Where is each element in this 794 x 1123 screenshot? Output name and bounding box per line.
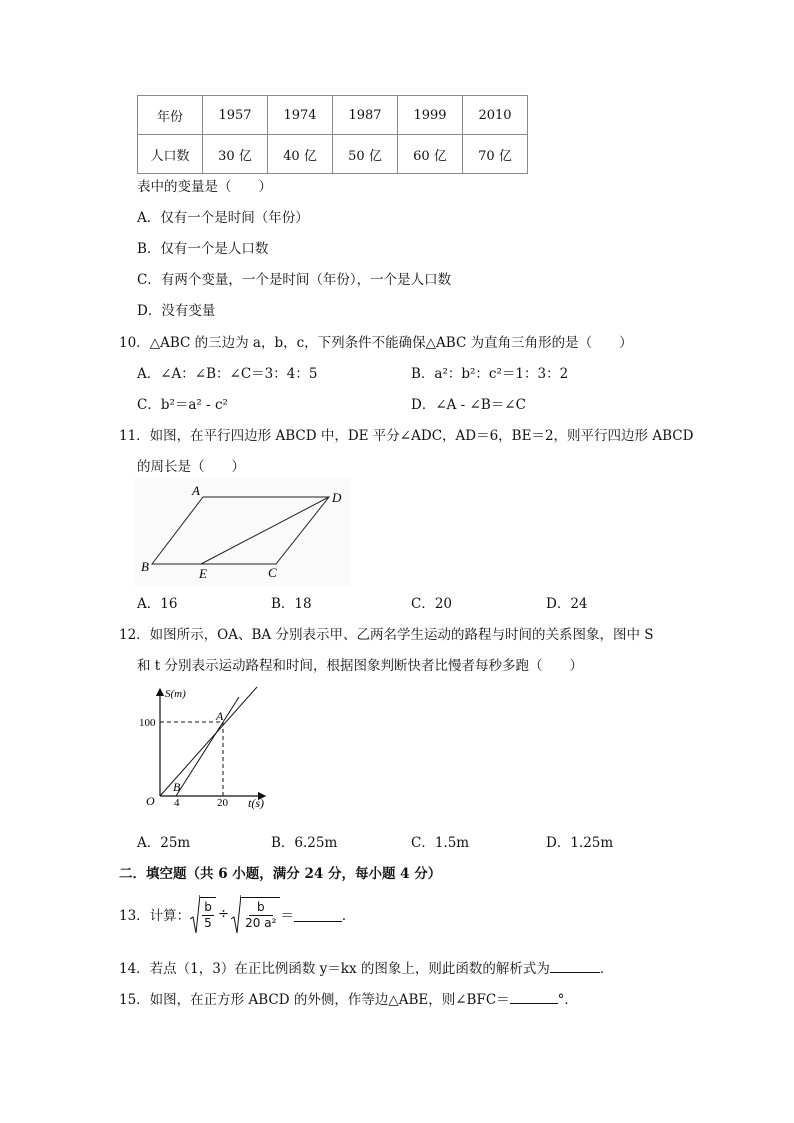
q12-stem-line1: 12．如图所示，OA、BA 分别表示甲、乙两名学生运动的路程与时间的关系图象，图中 S [119,627,654,643]
label-b: B [141,559,149,574]
q10-option-a: A．∠A：∠B：∠C＝3：4：5 [137,366,318,382]
table-cell: 2010 [463,96,528,135]
table-cell: 70 亿 [463,135,528,174]
q10-number: 10． [119,335,150,351]
figure-background [135,478,350,586]
q12-option-c: C．1.5m [411,835,470,851]
radical-sign-icon [231,893,241,935]
point-b-label: B [173,780,181,794]
fraction-1-denominator: 5 [204,916,212,930]
q11-stem-line2: 的周长是（ ） [137,459,245,475]
label-a: A [192,483,200,498]
fraction-1 [200,897,216,931]
sqrt-2 [231,893,280,935]
q13-end: ． [341,908,356,924]
y-axis-label: S(m) [165,688,186,700]
q10-text: △ABC 的三边为 a，b，c，下列条件不能确保△ABC 为直角三角形的是（ ） [149,335,633,351]
label-c: C [268,565,277,580]
q9-option-b: B．仅有一个是人口数 [137,241,269,257]
table-cell: 1999 [398,96,463,135]
label-d: D [332,490,342,505]
label-e: E [199,566,207,581]
table-cell: 人口数 [138,135,203,174]
fraction-2 [241,897,280,931]
q11-option-d: D．24 [546,596,588,612]
q12-option-a: A．25m [137,835,191,851]
q12-option-d: D．1.25m [546,835,614,851]
table-cell: 50 亿 [333,135,398,174]
origin-label: O [146,794,155,808]
table-cell: 30 亿 [203,135,268,174]
fraction-2-denominator: 20 a² [245,916,277,930]
q13-prefix: 13．计算： [119,908,191,924]
radical-sign-icon [190,893,200,935]
point-a-label: A [216,709,224,723]
q14-end: ． [599,961,614,977]
table-cell: 40 亿 [268,135,333,174]
table-cell: 年份 [138,96,203,135]
q10-stem [119,331,633,351]
q13-answer-blank[interactable] [294,907,342,922]
q15 [119,988,578,1008]
table-cell: 60 亿 [398,135,463,174]
q11-option-c: C．20 [411,596,453,612]
section-heading: 二．填空题（共 6 小题，满分 24 分，每小题 4 分） [119,866,442,882]
distance-time-graph [135,683,275,811]
x-tick-20: 20 [217,797,228,809]
q10-option-b: B．a²：b²：c²＝1：3：2 [411,366,569,382]
table-cell: 1987 [333,96,398,135]
q10-option-c: C．b²＝a² - c² [137,397,228,413]
q12-option-b: B．6.25m [271,835,338,851]
q14-text: 14．若点（1，3）在正比例函数 y＝kx 的图象上，则此函数的解析式为 [119,961,550,977]
q13-equals: ＝ [280,908,294,924]
x-tick-4: 4 [174,797,180,809]
q12-stem-line2: 和 t 分别表示运动路程和时间，根据图象判断快者比慢者每秒多跑（ ） [137,658,584,674]
line-ba [176,697,239,796]
q11-stem-line1: 11．如图，在平行四边形 ABCD 中，DE 平分∠ADC，AD＝6，BE＝2，则平行四边形 ABCD [119,428,694,444]
q9-stem: 表中的变量是（ ） [137,179,272,195]
q9-option-a: A．仅有一个是时间（年份） [137,210,309,226]
q9-option-d: D．没有变量 [137,303,216,319]
q11-option-a: A．16 [137,596,178,612]
q10-option-d: D．∠A - ∠B＝∠C [411,397,526,413]
q13 [119,893,355,935]
x-axis-label: t(s) [248,796,264,810]
table-row [138,96,528,135]
fraction-1-numerator: b [204,900,212,914]
q11-option-b: B．18 [271,596,312,612]
q15-text: 15．如图，在正方形 ABCD 的外侧，作等边△ABE，则∠BFC＝ [119,992,510,1008]
population-table [137,95,528,174]
q14-answer-blank[interactable] [550,958,600,973]
q15-end: °． [557,992,578,1008]
division-sign: ÷ [217,906,230,922]
sqrt-1 [190,893,216,935]
y-tick-100: 100 [139,717,156,729]
table-cell: 1957 [203,96,268,135]
q15-answer-blank[interactable] [510,989,558,1004]
q14 [119,957,613,977]
q9-option-c: C．有两个变量，一个是时间（年份），一个是人口数 [137,272,452,288]
fraction-2-numerator: b [249,900,273,916]
table-row [138,135,528,174]
parallelogram-figure [135,478,350,586]
table-cell: 1974 [268,96,333,135]
